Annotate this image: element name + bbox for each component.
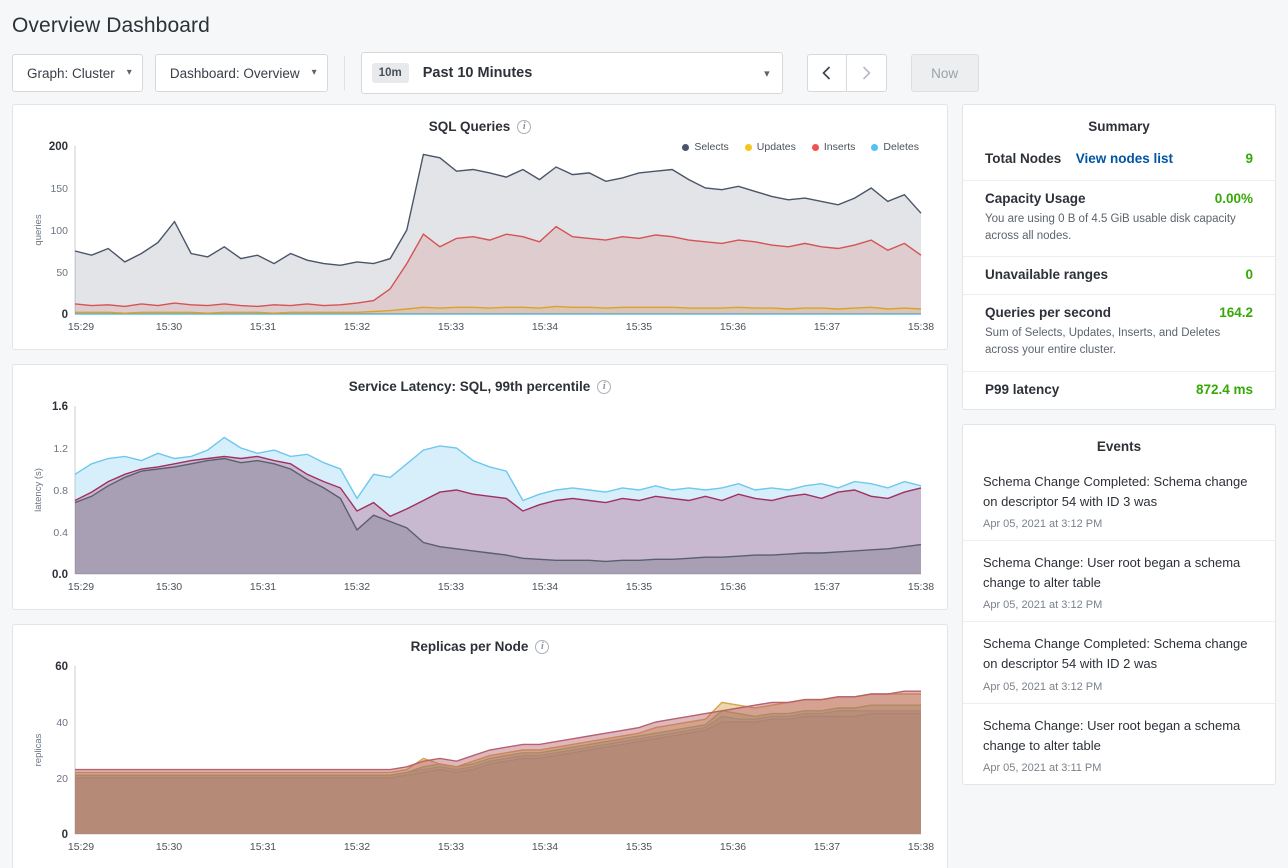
svg-text:0.0: 0.0 (52, 569, 68, 581)
event-text: Schema Change Completed: Schema change on descriptor 54 with ID 3 was (983, 473, 1248, 509)
svg-text:200: 200 (48, 141, 68, 153)
time-range-label: Past 10 Minutes (422, 65, 533, 81)
svg-text:15:38: 15:38 (907, 841, 935, 853)
chevron-down-icon: ▾ (126, 67, 132, 78)
svg-text:15:37: 15:37 (813, 321, 841, 333)
chart-title-text: Replicas per Node (410, 639, 529, 654)
svg-text:15:36: 15:36 (719, 841, 747, 853)
summary-desc: Sum of Selects, Updates, Inserts, and Deletes across your entire cluster. (985, 327, 1221, 357)
svg-text:15:35: 15:35 (625, 841, 653, 853)
toolbar-divider (344, 56, 345, 90)
list-item[interactable] (963, 460, 1275, 540)
summary-value: 0.00% (1214, 191, 1253, 206)
svg-text:0.8: 0.8 (53, 485, 68, 497)
legend-label: Selects (694, 141, 729, 153)
event-text: Schema Change Completed: Schema change on descriptor 54 with ID 2 was (983, 636, 1248, 672)
time-nav-group (807, 54, 887, 92)
event-text: Schema Change: User root began a schema change to alter table (983, 717, 1241, 753)
svg-text:15:33: 15:33 (437, 321, 465, 333)
svg-text:15:32: 15:32 (343, 841, 371, 853)
chart-title-text: SQL Queries (428, 119, 511, 134)
chart-card-replicas (12, 624, 948, 868)
svg-text:15:35: 15:35 (625, 321, 653, 333)
svg-text:15:38: 15:38 (907, 581, 935, 593)
side-column (962, 104, 1276, 799)
now-button[interactable]: Now (911, 54, 979, 92)
chevron-down-icon: ▾ (311, 67, 317, 78)
svg-text:15:31: 15:31 (249, 581, 277, 593)
chevron-down-icon: ▾ (764, 67, 770, 80)
svg-text:15:31: 15:31 (249, 321, 277, 333)
svg-text:15:38: 15:38 (907, 321, 935, 333)
charts-column (12, 104, 948, 868)
svg-text:15:29: 15:29 (67, 841, 95, 853)
prev-range-button[interactable] (807, 54, 847, 92)
svg-text:15:31: 15:31 (249, 841, 277, 853)
summary-row-capacity-usage (963, 180, 1275, 256)
event-text: Schema Change: User root began a schema change to alter table (983, 554, 1241, 591)
svg-text:15:30: 15:30 (155, 321, 183, 333)
toolbar (0, 38, 1288, 104)
summary-key: Unavailable ranges (985, 267, 1109, 283)
dashboard-content (0, 104, 1288, 868)
svg-text:15:32: 15:32 (343, 581, 371, 593)
svg-text:15:37: 15:37 (813, 841, 841, 853)
summary-title: Summary (1088, 119, 1150, 134)
summary-key: Capacity Usage (985, 191, 1086, 206)
event-time: Apr 05, 2021 at 3:12 PM (983, 680, 1103, 693)
svg-text:15:34: 15:34 (531, 581, 559, 593)
legend-label: Deletes (883, 141, 919, 153)
svg-text:15:30: 15:30 (155, 841, 183, 853)
summary-row-p99-latency (963, 371, 1275, 409)
chart-card-sql-queries (12, 104, 948, 350)
summary-value: 9 (1245, 151, 1253, 166)
svg-text:15:34: 15:34 (531, 841, 559, 853)
svg-text:0.4: 0.4 (53, 527, 68, 539)
chart-title-sql-queries (13, 105, 947, 134)
svg-text:0: 0 (61, 309, 68, 321)
svg-text:15:35: 15:35 (625, 581, 653, 593)
summary-row-total-nodes (963, 140, 1275, 180)
info-icon[interactable]: i (517, 120, 531, 134)
info-icon[interactable]: i (597, 380, 611, 394)
sql-queries-svg (13, 134, 947, 344)
chevron-right-icon (862, 66, 871, 80)
svg-text:15:33: 15:33 (437, 581, 465, 593)
chart-title-service-latency (13, 365, 947, 394)
svg-text:15:36: 15:36 (719, 581, 747, 593)
dashboard-select[interactable] (155, 54, 328, 92)
svg-text:15:29: 15:29 (67, 321, 95, 333)
svg-text:60: 60 (55, 661, 68, 673)
svg-text:15:36: 15:36 (719, 321, 747, 333)
chevron-left-icon (822, 66, 831, 80)
svg-text:15:30: 15:30 (155, 581, 183, 593)
svg-text:15:37: 15:37 (813, 581, 841, 593)
summary-row-unavailable-ranges (963, 256, 1275, 294)
summary-value: 164.2 (1219, 305, 1253, 321)
svg-text:1.2: 1.2 (53, 443, 68, 455)
chart-plot-replicas[interactable] (13, 654, 947, 868)
summary-key: P99 latency (985, 381, 1060, 397)
svg-text:queries: queries (33, 214, 44, 246)
chart-plot-service-latency[interactable] (13, 394, 947, 609)
svg-text:latency (s): latency (s) (33, 468, 44, 512)
summary-value: 0 (1245, 267, 1253, 283)
legend-label: Updates (756, 141, 796, 153)
next-range-button[interactable] (847, 54, 887, 92)
service-latency-svg (13, 394, 947, 604)
dashboard-select-label: Dashboard: Overview (169, 65, 300, 81)
summary-desc: You are using 0 B of 4.5 GiB usable disk capacity across all nodes. (985, 213, 1236, 242)
page-title: Overview Dashboard (12, 14, 210, 37)
time-range-picker[interactable] (361, 52, 783, 94)
graph-select[interactable] (12, 54, 143, 92)
summary-key: Queries per second (985, 305, 1112, 321)
graph-select-label: Graph: Cluster (27, 65, 115, 81)
chart-card-service-latency (12, 364, 948, 610)
list-item[interactable] (963, 621, 1275, 702)
svg-text:40: 40 (56, 717, 68, 729)
svg-text:15:34: 15:34 (531, 321, 559, 333)
svg-text:20: 20 (56, 773, 68, 785)
list-item[interactable] (963, 703, 1275, 784)
events-title: Events (1096, 438, 1142, 454)
svg-text:replicas: replicas (33, 733, 44, 767)
svg-text:150: 150 (50, 183, 68, 195)
svg-text:1.6: 1.6 (52, 401, 68, 413)
list-item[interactable] (963, 540, 1275, 621)
legend-label: Inserts (823, 141, 856, 153)
svg-text:50: 50 (56, 267, 68, 279)
summary-key: Total Nodes (985, 151, 1062, 166)
event-time: Apr 05, 2021 at 3:12 PM (983, 517, 1103, 530)
svg-text:15:32: 15:32 (343, 321, 371, 333)
replicas-svg (13, 654, 947, 864)
events-panel (962, 424, 1276, 785)
event-time: Apr 05, 2021 at 3:12 PM (983, 599, 1103, 612)
view-nodes-list-link[interactable]: View nodes list (1075, 151, 1174, 166)
svg-text:15:29: 15:29 (67, 581, 95, 593)
summary-panel (962, 104, 1276, 410)
chart-title-replicas (13, 625, 947, 654)
chart-plot-sql-queries[interactable] (13, 134, 947, 349)
event-time: Apr 05, 2021 at 3:11 PM (983, 761, 1102, 774)
svg-text:15:33: 15:33 (437, 841, 465, 853)
summary-value: 872.4 ms (1195, 381, 1253, 397)
svg-text:0: 0 (61, 829, 68, 841)
time-range-badge: 10m (372, 63, 409, 83)
info-icon[interactable]: i (535, 640, 549, 654)
svg-text:100: 100 (50, 225, 68, 237)
chart-title-text: Service Latency: SQL, 99th percentile (348, 379, 591, 394)
summary-row-queries-per-second (963, 294, 1275, 370)
